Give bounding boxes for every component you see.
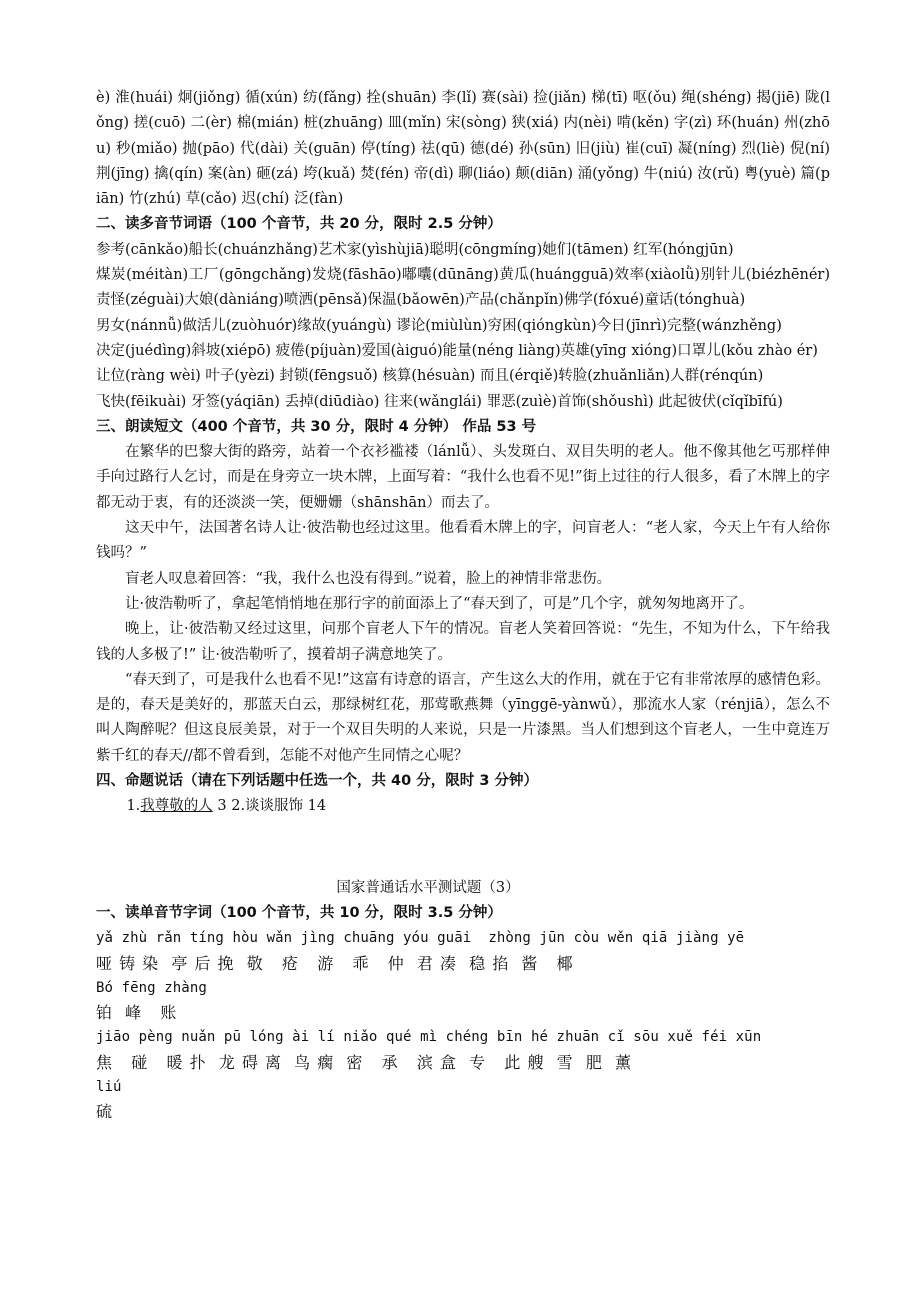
- section2-line: 决定(juédìng)斜坡(xiépō) 疲倦(píjuàn)爱国(àiguó)能量(néng liàng)英雄(yīng xióng)口罩儿(kǒu zhào ér): [96, 342, 818, 359]
- character-row: 哑 铸 染 亭 后 挽 敬 疮 游 乖 仲 君 凑 稳 掐 酱 椰: [96, 953, 574, 973]
- section2-line: 飞快(fēikuài) 牙签(yáqiān) 丢掉(diūdiào) 往来(wǎnglái) 罪恶(zuìè)首饰(shǒushì) 此起彼伏(cǐqǐbīfú): [96, 393, 783, 410]
- section2-line: 让位(ràng wèi) 叶子(yèzi) 封锁(fēngsuǒ) 核算(hésuàn) 而且(érqiě)转脸(zhuǎnliǎn)人群(rénqún): [96, 368, 764, 385]
- character-row: 硫: [96, 1102, 114, 1122]
- topic-list: [126, 794, 830, 819]
- character-row: 焦 碰 暖 扑 龙 碍 离 鸟 瘸 密 承 滨 盒 专 此 艘 雪 肥 薰: [96, 1052, 633, 1072]
- section2-line: 参考(cānkǎo)船长(chuánzhǎng)艺术家(yìshùjiā)聪明(cōngmíng)她们(tāmen) 红军(hóngjūn): [96, 241, 734, 258]
- test3-section1-heading: 一、读单音节字词（100 个音节，共 10 分，限时 3.5 分钟）: [96, 904, 502, 921]
- reading-paragraph: “春天到了，可是我什么也看不见!”这富有诗意的语言，产生这么大的作用，就在于它有非常浓厚的感情色彩。是的，春天是美好的，那蓝天白云，那绿树红花，那莺歌燕舞（yīnggē-yànwǔ），那流水人家（rénjiā），怎么不叫人陶醉呢？但这良辰美景，对于一个双目失明的人来说，只是一片漆黑。当人们想到这个盲老人，一生中竟连万紫千红的春天//都不曾看到，怎能不对他产生同情之心呢？: [96, 671, 830, 764]
- reading-paragraph: 晚上，让·彼浩勒又经过这里，问那个盲老人下午的情况。盲老人笑着回答说：“先生，不知为什么，下午给我钱的人多极了!” 让·彼浩勒听了，摸着胡子满意地笑了。: [96, 621, 830, 663]
- pinyin-row: Bó fēng zhàng: [96, 979, 207, 996]
- spacer: [96, 820, 830, 876]
- reading-paragraph: 让·彼浩勒听了，拿起笔悄悄地在那行字的前面添上了“春天到了，可是”几个字，就匆匆地离开了。: [125, 595, 754, 612]
- topic-respected-person: 我尊敬的人: [140, 798, 213, 815]
- reading-paragraph: 在繁华的巴黎大街的路旁，站着一个衣衫褴褛（lánlǚ）、头发斑白、双目失明的老人。他不像其他乞丐那样伸手向过路行人乞讨，而是在身旁立一块木牌，上面写着：“我什么也看不见!”街上过往的行人很多，看了木牌上的字都无动于衷，有的还淡淡一笑，便姗姗（shānshān）而去了。: [96, 444, 830, 511]
- pinyin-row: liú: [96, 1078, 122, 1095]
- character-row: 铂 峰 账: [96, 1003, 178, 1023]
- section4-heading: 四、命题说话（请在下列话题中任选一个，共 40 分，限时 3 分钟）: [96, 773, 538, 790]
- section2-heading: 二、读多音节词语（100 个音节，共 20 分，限时 2.5 分钟）: [96, 216, 502, 233]
- section1-continuation: è) 淮(huái) 炯(jiǒng) 循(xún) 纺(fǎng) 拴(shuān) 李(lǐ) 赛(sài) 捡(jiǎn) 梯(tī) 呕(ǒu) 绳(shéng) 揭(jiē) 陇(lǒng) 搓(cuō) 二(èr) 棉(mián) 桩(zhuāng) 皿(mǐn) 宋(sòng) 狭(xiá) 内(nèi) 啃(kěn) 字(zì) 环(huán) 州(zhōu) 秒(miǎo) 抛(pāo) 代(dài) 关(guān) 停(tíng) 祛(qū) 德(dé) 孙(sūn) 旧(jiù) 崔(cuī) 凝(níng) 烈(liè) 倪(ní) 荆(jīng) 擒(qín) 案(àn) 砸(zá) 垮(kuǎ) 焚(fén) 帝(dì) 聊(liáo) 颠(diān) 涌(yǒng) 牛(niú) 汝(rǔ) 粤(yuè) 篇(piān) 竹(zhú) 草(cǎo) 迟(chí) 泛(fàn): [96, 90, 830, 208]
- pinyin-row: jiāo pèng nuǎn pū lóng ài lí niǎo qué mì chéng bīn hé zhuān cǐ sōu xuě féi xūn: [96, 1029, 762, 1046]
- section3-heading: 三、朗读短文（400 个音节，共 30 分，限时 4 分钟） 作品 53 号: [96, 418, 537, 435]
- pinyin-row: yǎ zhù rǎn tíng hòu wǎn jìng chuāng yóu guāi zhòng jūn còu wěn qiā jiàng yē: [96, 930, 745, 947]
- section2-line: 男女(nánnǚ)做活儿(zuòhuór)缘故(yuángù) 谬论(miùlùn)穷困(qióngkùn)今日(jīnrì)完整(wánzhěng): [96, 317, 782, 334]
- topic-prefix: 1.: [126, 798, 141, 815]
- reading-paragraph: 盲老人叹息着回答：“我，我什么也没有得到。”说着，脸上的神情非常悲伤。: [125, 570, 612, 587]
- section2-line: 煤炭(méitàn)工厂(gōngchǎng)发烧(fāshāo)嘟囔(dūnāng)黄瓜(huángguā)效率(xiàolǜ)别针儿(biézhēnér)责怪(zéguài)大娘(dàniáng)喷洒(pēnsǎ)保温(bǎowēn)产品(chǎnpǐn)佛学(fóxué)童话(tónghuà): [96, 267, 830, 309]
- reading-paragraph: 这天中午，法国著名诗人让·彼浩勒也经过这里。他看看木牌上的字，问盲老人：“老人家，今天上午有人给你钱吗？”: [96, 520, 830, 562]
- test3-title: 国家普通话水平测试题（3）: [336, 879, 520, 896]
- topic-rest: 3 2.谈谈服饰 14: [212, 798, 327, 815]
